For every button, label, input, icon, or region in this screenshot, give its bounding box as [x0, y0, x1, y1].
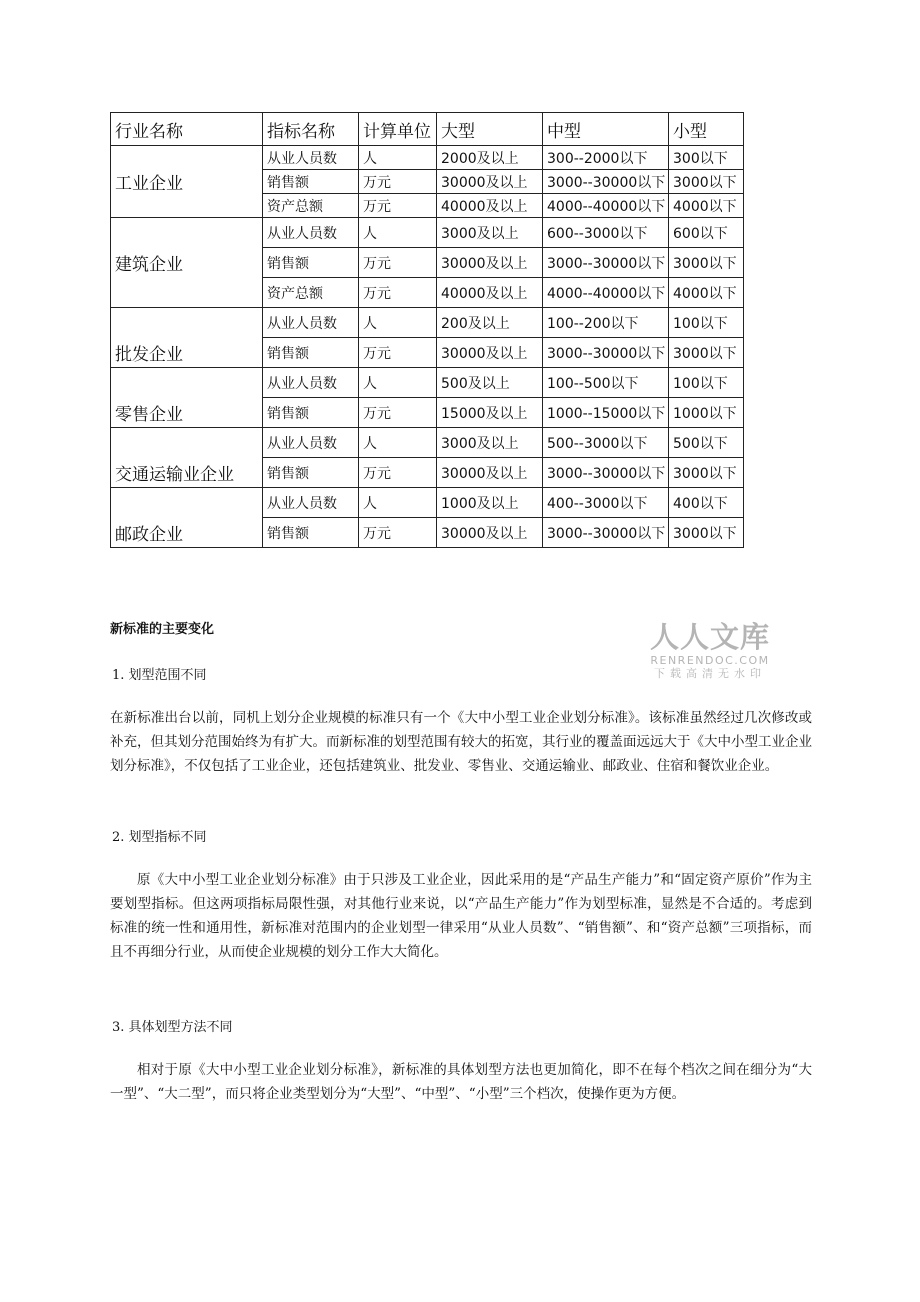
indicator-cell: 资产总额	[263, 194, 359, 218]
small-cell: 100以下	[669, 368, 744, 398]
medium-cell: 300--2000以下	[543, 146, 669, 170]
medium-cell: 500--3000以下	[543, 428, 669, 458]
unit-cell: 人	[359, 146, 437, 170]
unit-cell: 万元	[359, 278, 437, 308]
indicator-cell: 销售额	[263, 170, 359, 194]
section-title: 新标准的主要变化	[110, 622, 215, 637]
medium-cell: 4000--40000以下	[543, 194, 669, 218]
indicator-cell: 销售额	[263, 398, 359, 428]
medium-cell: 3000--30000以下	[543, 338, 669, 368]
table-row	[111, 146, 744, 170]
indicator-cell: 销售额	[263, 248, 359, 278]
unit-cell: 万元	[359, 458, 437, 488]
medium-cell: 100--500以下	[543, 368, 669, 398]
indicator-cell: 从业人员数	[263, 428, 359, 458]
medium-cell: 3000--30000以下	[543, 248, 669, 278]
large-cell: 30000及以上	[437, 518, 543, 548]
industry-cell: 交通运输业企业	[111, 428, 263, 488]
medium-cell: 3000--30000以下	[543, 458, 669, 488]
large-cell: 1000及以上	[437, 488, 543, 518]
indicator-cell: 从业人员数	[263, 488, 359, 518]
unit-cell: 万元	[359, 338, 437, 368]
industry-cell: 邮政企业	[111, 488, 263, 548]
paragraph-indicators: 原《大中小型工业企业划分标准》由于只涉及工业企业，因此采用的是“产品生产能力”和“固定资产原价”作为主要划型指标。但这两项指标局限性强，对其他行业来说，以“产品生产能力”作为划型标准，显然是不合适的。考虑到标准的统一性和通用性，新标准对范围内的企业划型一律采用“从业人员数”、“销售额”、和“资产总额”三项指标，而且不再细分行业，从而使企业规模的划分工作大大简化。	[110, 872, 812, 960]
table-row	[111, 368, 744, 398]
medium-cell: 3000--30000以下	[543, 518, 669, 548]
small-cell: 4000以下	[669, 194, 744, 218]
heading-method: 3. 具体划型方法不同	[112, 1020, 233, 1035]
small-cell: 3000以下	[669, 518, 744, 548]
small-cell: 3000以下	[669, 458, 744, 488]
industry-cell: 批发企业	[111, 308, 263, 368]
header-indicator: 指标名称	[263, 113, 359, 146]
medium-cell: 400--3000以下	[543, 488, 669, 518]
heading-indicators: 2. 划型指标不同	[112, 830, 207, 845]
small-cell: 3000以下	[669, 248, 744, 278]
large-cell: 3000及以上	[437, 428, 543, 458]
large-cell: 15000及以上	[437, 398, 543, 428]
paragraph-scope: 在新标准出台以前，同机上划分企业规模的标准只有一个《大中小型工业企业划分标准》。该标准虽然经过几次修改或补充，但其划分范围始终为有扩大。而新标准的划型范围有较大的拓宽，其行业的覆盖面远远大于《大中小型工业企业划分标准》，不仅包括了工业企业，还包括建筑业、批发业、零售业、交通运输业、邮政业、住宿和餐饮业企业。	[110, 710, 812, 774]
small-cell: 500以下	[669, 428, 744, 458]
header-small: 小型	[669, 113, 744, 146]
small-cell: 3000以下	[669, 170, 744, 194]
unit-cell: 人	[359, 428, 437, 458]
header-large: 大型	[437, 113, 543, 146]
large-cell: 40000及以上	[437, 278, 543, 308]
unit-cell: 人	[359, 218, 437, 248]
watermark-domain: RENRENDOC.COM	[650, 654, 770, 667]
indicator-cell: 资产总额	[263, 278, 359, 308]
unit-cell: 万元	[359, 518, 437, 548]
indicator-cell: 销售额	[263, 338, 359, 368]
large-cell: 3000及以上	[437, 218, 543, 248]
unit-cell: 万元	[359, 248, 437, 278]
industry-cell: 工业企业	[111, 146, 263, 218]
header-industry: 行业名称	[111, 113, 263, 146]
medium-cell: 4000--40000以下	[543, 278, 669, 308]
large-cell: 30000及以上	[437, 170, 543, 194]
table-header-row	[111, 113, 744, 146]
indicator-cell: 从业人员数	[263, 146, 359, 170]
header-unit: 计算单位	[359, 113, 437, 146]
indicator-cell: 销售额	[263, 518, 359, 548]
industry-cell: 零售企业	[111, 368, 263, 428]
large-cell: 500及以上	[437, 368, 543, 398]
large-cell: 40000及以上	[437, 194, 543, 218]
table-row	[111, 428, 744, 458]
indicator-cell: 从业人员数	[263, 368, 359, 398]
indicator-cell: 销售额	[263, 458, 359, 488]
paragraph-method: 相对于原《大中小型工业企业划分标准》，新标准的具体划型方法也更加简化，即不在每个档次之间在细分为“大一型”、“大二型”，而只将企业类型划分为“大型”、“中型”、“小型”三个档次，使操作更为方便。	[110, 1062, 812, 1102]
unit-cell: 人	[359, 368, 437, 398]
table-row	[111, 308, 744, 338]
table-row	[111, 488, 744, 518]
medium-cell: 600--3000以下	[543, 218, 669, 248]
small-cell: 3000以下	[669, 338, 744, 368]
large-cell: 30000及以上	[437, 248, 543, 278]
small-cell: 1000以下	[669, 398, 744, 428]
small-cell: 400以下	[669, 488, 744, 518]
table-row	[111, 218, 744, 248]
medium-cell: 1000--15000以下	[543, 398, 669, 428]
large-cell: 2000及以上	[437, 146, 543, 170]
header-medium: 中型	[543, 113, 669, 146]
small-cell: 300以下	[669, 146, 744, 170]
small-cell: 4000以下	[669, 278, 744, 308]
medium-cell: 100--200以下	[543, 308, 669, 338]
heading-scope: 1. 划型范围不同	[112, 668, 207, 683]
watermark-tagline: 下载高清无水印	[654, 667, 766, 680]
watermark	[648, 620, 772, 681]
unit-cell: 万元	[359, 194, 437, 218]
medium-cell: 3000--30000以下	[543, 170, 669, 194]
large-cell: 30000及以上	[437, 338, 543, 368]
large-cell: 30000及以上	[437, 458, 543, 488]
large-cell: 200及以上	[437, 308, 543, 338]
unit-cell: 人	[359, 308, 437, 338]
indicator-cell: 从业人员数	[263, 218, 359, 248]
small-cell: 100以下	[669, 308, 744, 338]
industry-cell: 建筑企业	[111, 218, 263, 308]
unit-cell: 万元	[359, 398, 437, 428]
unit-cell: 万元	[359, 170, 437, 194]
small-cell: 600以下	[669, 218, 744, 248]
unit-cell: 人	[359, 488, 437, 518]
enterprise-size-table	[110, 112, 744, 548]
watermark-title: 人人文库	[649, 620, 770, 654]
indicator-cell: 从业人员数	[263, 308, 359, 338]
